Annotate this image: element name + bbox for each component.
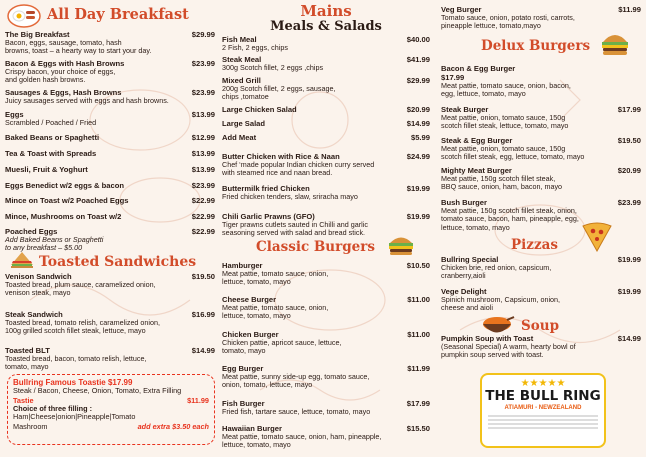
toastie-choice: Choice of three filling : [13, 403, 93, 413]
menu-item [5, 181, 215, 190]
menu-item [5, 59, 215, 85]
toastie-price2: $11.99 [187, 395, 209, 405]
menu-item [5, 272, 215, 298]
item-name: Steak & Egg Burger [441, 136, 513, 145]
item-desc: 2 Fish, 2 eggs, chips [222, 43, 288, 52]
item-desc: lettuce, tomato, mayo [222, 277, 291, 287]
item-desc: scotch fillet steak, lettuce, tomato, mayo [441, 121, 569, 131]
item-price: $15.50 [406, 424, 430, 433]
item-desc: Juicy sausages served with eggs and hash browns. [5, 96, 169, 105]
breakfast-plate-icon [7, 4, 41, 28]
item-desc: 100g grilled scotch fillet steak, lettuce, mayo [5, 326, 146, 336]
item-price: $19.99 [406, 184, 430, 193]
soup-bowl-icon [481, 315, 515, 335]
item-price: $23.99 [191, 88, 215, 97]
item-desc: Toasted bread, tomato relish, caramelized onion, [5, 318, 161, 327]
item-name: Butter Chicken with Rice & Naan [222, 152, 340, 161]
pizza-slice-icon [581, 222, 613, 252]
menu-item [222, 35, 430, 52]
item-price: $11.99 [407, 364, 430, 373]
item-price: $22.99 [191, 196, 215, 205]
menu-item [5, 196, 215, 205]
item-price: $22.99 [191, 212, 215, 221]
item-name: Steak Meal [222, 55, 262, 64]
item-name: Vege Delight [441, 287, 487, 296]
rating-stars: ★★★★★ [520, 378, 566, 389]
menu-item [222, 295, 430, 321]
item-price: $20.99 [406, 105, 430, 114]
soup-item [441, 334, 641, 360]
menu-item [5, 310, 215, 336]
item-name: Eggs [5, 110, 24, 119]
veg-burger [441, 5, 641, 31]
item-desc-2: pineapple lettuce, tomato,mayo [441, 21, 541, 31]
item-price: $24.99 [406, 152, 430, 161]
menu-item [222, 424, 430, 450]
item-desc: Toasted bread, bacon, tomato relish, lettuce, [5, 354, 147, 363]
menu-item [222, 119, 430, 128]
item-desc: Spinich mushroom, Capsicum, onion, [441, 295, 561, 304]
item-desc: with steamed rice and naan bread. [222, 168, 333, 178]
item-price: $14.99 [406, 119, 430, 128]
item-desc-1: Tomato sauce, onion, potato rosti, carrots, [441, 13, 575, 22]
item-desc: chips ,tomatoe [222, 92, 269, 102]
item-desc: Meat pattie, tomato sauce, onion, bacon, [441, 81, 571, 90]
logo-name: THE BULL RING [485, 388, 601, 404]
item-name: Steak Sandwich [5, 310, 63, 319]
item-desc-2: pumpkin soup served with toast. [441, 350, 544, 360]
toastie-line1: Steak / Bacon, Cheese, Onion, Tomato, Extra Filling [13, 386, 182, 395]
toastie-fillings: Ham|Cheese|onion|Pineapple|Tomato [13, 412, 136, 422]
item-name: Bullring Special [441, 255, 499, 264]
item-note: to any breakfast – $5.00 [5, 243, 83, 253]
item-name: Mince, Mushrooms on Toast w/2 [5, 212, 122, 221]
item-desc: Meat pattie, 150g scotch fillet steak, onion, [441, 206, 577, 215]
item-name: Hamburger [222, 261, 263, 270]
item-desc: BBQ sauce, onion, ham, bacon, mayo [441, 182, 563, 192]
menu-item [441, 166, 641, 192]
menu-item [5, 212, 215, 221]
burger-icon [601, 31, 629, 57]
item-desc-1: (Seasonal Special) A warm, hearty bowl of [441, 342, 576, 351]
menu-item [5, 227, 215, 253]
item-price: $19.99 [617, 255, 641, 264]
menu-item [5, 30, 215, 56]
item-desc: Crispy bacon, your choice of eggs, [5, 67, 116, 76]
menu-item [222, 261, 430, 287]
item-price: $19.99 [617, 287, 641, 296]
item-desc: egg, lettuce, tomato, mayo [441, 89, 526, 99]
item-name: Bacon & Egg Burger [441, 64, 516, 73]
menu-item [222, 184, 430, 201]
item-name: Bacon & Eggs with Hash Browns [5, 59, 125, 68]
item-desc: Fried chicken tenders, slaw, sriracha mayo [222, 192, 358, 201]
item-name: Hawaiian Burger [222, 424, 282, 433]
menu-item [222, 364, 430, 390]
item-name: Fish Burger [222, 399, 265, 408]
menu-item [5, 165, 215, 174]
item-price: $13.99 [191, 149, 215, 158]
item-desc: Meat pattie, onion, tomato sauce, 150g [441, 144, 566, 153]
menu-item [222, 55, 430, 72]
item-name: Add Meat [222, 133, 257, 142]
item-price: $41.99 [406, 55, 430, 64]
sandwiches-title: Toasted Sandwiches [39, 254, 197, 270]
item-price: $11.00 [407, 295, 430, 304]
item-desc: cranberry,aioli [441, 271, 486, 281]
item-desc: Bacon, eggs, sausage, tomato, hash [5, 38, 122, 47]
mains-title: Mains [300, 2, 352, 20]
item-desc: Tiger prawns cutlets sauted in Chilli and garlic [222, 220, 368, 229]
item-price: $40.00 [406, 35, 430, 44]
delux-burgers-title: Delux Burgers [481, 38, 591, 54]
pizzas-title: Pizzas [511, 237, 558, 253]
item-desc: and golden hash browns. [5, 75, 86, 85]
item-price: $13.99 [191, 165, 215, 174]
logo-location: ATIAMURI - NEWZEALAND [504, 405, 582, 411]
item-price: $23.99 [191, 181, 215, 190]
item-price: $14.99 [191, 346, 215, 355]
item-name: Mince on Toast w/2 Poached Eggs [5, 196, 129, 205]
item-price: $12.99 [191, 133, 215, 142]
item-name: Chili Garlic Prawns (GFO) [222, 212, 315, 221]
item-desc: 300g Scotch fillet, 2 eggs ,chips [222, 63, 324, 72]
item-name: Steak Burger [441, 105, 489, 114]
menu-item [5, 110, 215, 127]
item-desc: Chef ‘made popular Indian chicken curry served [222, 160, 375, 169]
logo-fine-print [482, 412, 604, 432]
item-name: Baked Beans or Spaghetti [5, 133, 100, 142]
item-price: $10.50 [406, 261, 430, 270]
breakfast-title: All Day Breakfast [47, 6, 189, 23]
menu-item [441, 255, 641, 281]
item-desc: Fried fish, tartare sauce, lettuce, tomato, mayo [222, 407, 371, 416]
item-name: Mighty Meat Burger [441, 166, 512, 175]
mains-subtitle: Meals & Salads [270, 19, 382, 34]
item-price: $17.99 [617, 105, 641, 114]
item-name: Chicken Burger [222, 330, 279, 339]
item-desc: tomato sauce, bacon, ham, pineapple, egg, [441, 214, 579, 224]
item-price: $5.99 [410, 133, 430, 142]
item-desc: seasoning served with salad and bread stick. [222, 228, 366, 238]
item-desc: browns, toast – a hearty way to start your day. [5, 46, 152, 56]
item-price: $13.99 [191, 110, 215, 119]
item-name: Mixed Grill [222, 76, 261, 85]
item-price: $11.00 [407, 330, 430, 339]
menu-item [441, 105, 641, 131]
item-desc: scotch fillet steak, egg, lettuce, tomato, mayo [441, 152, 585, 162]
menu-item [222, 133, 430, 142]
item-note: Add Baked Beans or Spaghetti [5, 235, 104, 244]
item-name: Tea & Toast with Spreads [5, 149, 97, 158]
item-desc: Chicken pattie, apricot sauce, lettuce, [222, 338, 342, 347]
item-name: Large Chicken Salad [222, 105, 297, 114]
item-desc: tomato, mayo [222, 346, 266, 356]
menu-item [222, 105, 430, 114]
item-desc: lettuce, tomato, mayo [441, 222, 510, 232]
item-desc: onion, tomato, lettuce, mayo [222, 380, 313, 390]
item-name: Poached Eggs [5, 227, 58, 236]
item-price: $11.99 [618, 5, 641, 14]
item-price: $19.99 [406, 212, 430, 221]
item-desc: tomato, mayo [5, 362, 49, 372]
menu-item [5, 149, 215, 158]
item-name: Venison Sandwich [5, 272, 72, 281]
item-price: $23.99 [617, 198, 641, 207]
toastie-tastie: Tastie [13, 395, 34, 405]
item-name: Muesli, Fruit & Yoghurt [5, 165, 88, 174]
item-desc: Meat pattie, 150g scotch fillet steak, [441, 174, 556, 183]
item-name: Large Salad [222, 119, 266, 128]
item-desc: lettuce, tomato, mayo [222, 440, 291, 450]
item-price: $19.50 [191, 272, 215, 281]
menu-item [222, 152, 430, 178]
toastie-title: Bullring Famous Toastie $17.99 [13, 378, 133, 387]
menu-item [222, 399, 430, 416]
toastie-box [7, 374, 215, 445]
item-name: Buttermilk fried Chicken [222, 184, 310, 193]
item-subprice: $17.99 [441, 73, 465, 82]
item-desc: Toasted bread, plum sauce, caramelized onion, [5, 280, 156, 289]
item-name: Pumpkin Soup with Toast [441, 334, 534, 343]
sandwich-icon [9, 249, 35, 269]
item-price: $17.99 [406, 399, 430, 408]
toastie-last: Mashroom [13, 421, 48, 431]
menu-item [441, 64, 641, 99]
menu-item [441, 287, 641, 313]
column-left [5, 0, 215, 457]
classic-burgers-title: Classic Burgers [256, 239, 375, 255]
item-desc: Meat pattie, tomato sauce, onion, ham, pineapple, [222, 432, 382, 441]
menu-item [222, 330, 430, 356]
column-middle [222, 0, 430, 457]
item-name: Veg Burger [441, 5, 482, 14]
item-desc: Meat pattie, tomato sauce, onion, [222, 303, 329, 312]
item-name: Fish Meal [222, 35, 257, 44]
menu-item [5, 88, 215, 105]
item-desc: 200g Scotch fillet, 2 eggs, sausage, [222, 84, 336, 93]
burger-icon [388, 234, 414, 256]
item-name: Bush Burger [441, 198, 487, 207]
toastie-extra: add extra $3.50 each [137, 421, 209, 431]
item-desc: venison steak, mayo [5, 288, 71, 298]
menu-item [5, 346, 215, 372]
item-price: $23.99 [191, 59, 215, 68]
soup-title: Soup [521, 318, 560, 334]
item-price: $22.99 [191, 227, 215, 236]
item-name: Cheese Burger [222, 295, 277, 304]
menu-item [222, 76, 430, 102]
item-name: The Big Breakfast [5, 30, 70, 39]
item-price: $14.99 [617, 334, 641, 343]
item-desc: lettuce, tomato, mayo [222, 311, 291, 321]
item-price: $19.50 [617, 136, 641, 145]
item-price: $16.99 [191, 310, 215, 319]
menu-item [5, 133, 215, 142]
item-desc: Meat pattie, tomato sauce, onion, [222, 269, 329, 278]
item-desc: Chicken brie, red onion, capsicum, [441, 263, 552, 272]
item-name: Eggs Benedict w/2 eggs & bacon [5, 181, 124, 190]
item-desc: Meat pattie, sunny side-up egg, tomato sauce, [222, 372, 370, 381]
item-name: Sausages & Eggs, Hash Browns [5, 88, 122, 97]
item-desc: cheese and aioli [441, 303, 493, 313]
item-price: $29.99 [191, 30, 215, 39]
menu-item [441, 136, 641, 162]
item-name: Egg Burger [222, 364, 264, 373]
bull-ring-logo [480, 373, 606, 448]
item-desc: Meat pattie, onion, tomato sauce, 150g [441, 113, 566, 122]
item-name: Toasted BLT [5, 346, 50, 355]
item-desc: Scrambled / Poached / Fried [5, 118, 97, 127]
item-price: $20.99 [617, 166, 641, 175]
item-price: $29.99 [406, 76, 430, 85]
